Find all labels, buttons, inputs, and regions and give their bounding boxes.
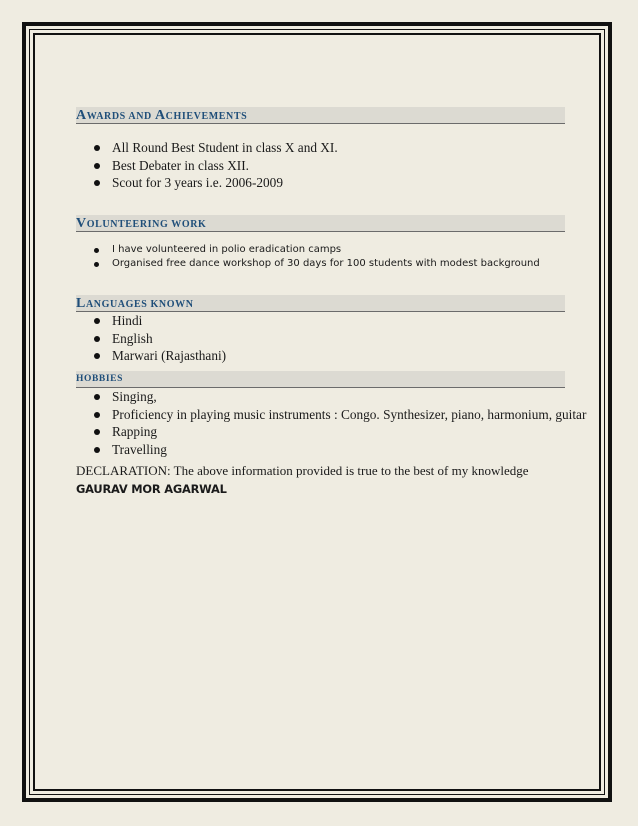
hobbies-list [76,388,587,459]
list-item: Best Debater in class XII. [76,157,565,175]
list-item: Singing, [76,388,565,406]
list-item: All Round Best Student in class X and XI. [76,139,565,157]
languages-list [76,312,565,365]
list-item: Proficiency in playing music instruments : Congo. Synthesizer, piano, harmonium, guitar [76,406,565,424]
list-item: Rapping [76,423,565,441]
volunteering-heading: VOLUNTEERING WORK [76,215,565,232]
list-item: Scout for 3 years i.e. 2006-2009 [76,174,565,192]
list-item: English [76,330,565,348]
volunteering-section [76,215,565,271]
signature-name: GAURAV MOR AGARWAL [76,482,227,496]
hobbies-section [76,371,587,459]
list-item: Marwari (Rajasthani) [76,347,565,365]
list-item: Organised free dance workshop of 30 days for 100 students with modest background [76,257,565,271]
languages-section [76,295,565,365]
list-item: Hindi [76,312,565,330]
volunteering-list [76,243,565,271]
awards-section [76,107,565,192]
awards-heading: AWARDS AND ACHIEVEMENTS [76,107,565,124]
languages-heading: LANGUAGES KNOWN [76,295,565,312]
declaration-label: DECLARATION: [76,463,171,478]
list-item: I have volunteered in polio eradication camps [76,243,565,257]
declaration [76,463,565,479]
hobbies-heading: HOBBIES [76,371,565,388]
awards-list [76,139,565,192]
declaration-text: The above information provided is true to the best of my knowledge [170,463,529,478]
list-item: Travelling [76,441,565,459]
